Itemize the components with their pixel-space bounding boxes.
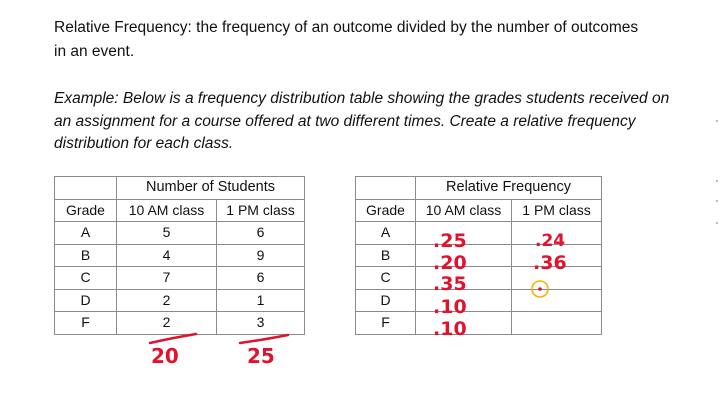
scroll-marker [716,200,718,202]
scroll-marker [716,222,718,224]
table-corner-cell [356,177,416,200]
group-header: Relative Frequency [416,177,602,200]
table-row [356,289,602,312]
column-header: 1 PM class [217,199,305,222]
underline-stroke-1pm [240,335,288,343]
grade-cell: C [55,267,117,290]
underline-stroke-10am [150,334,196,343]
total-1pm: 25 [247,344,275,368]
relative-frequency-cell [512,222,602,245]
grade-cell: F [55,312,117,335]
grade-cell: B [356,244,416,267]
grade-cell: A [356,222,416,245]
count-cell: 2 [117,289,217,312]
relative-frequency-cell [512,312,602,335]
table-row [55,222,305,245]
relative-frequency-10am-f: .10 [433,318,467,340]
count-cell: 7 [117,267,217,290]
table-row [55,267,305,290]
table-group-header-row [55,177,305,200]
count-cell: 2 [117,312,217,335]
grade-cell: F [356,312,416,335]
table-header-row [55,199,305,222]
count-cell: 1 [217,289,305,312]
count-cell: 6 [217,222,305,245]
relative-frequency-cell [512,244,602,267]
table-row [55,312,305,335]
grade-cell: A [55,222,117,245]
grade-cell: C [356,267,416,290]
relative-frequency-cell [416,244,512,267]
table-corner-cell [55,177,117,200]
relative-frequency-cell [416,267,512,290]
column-header: 1 PM class [512,199,602,222]
relative-frequency-10am-d: .10 [433,296,467,318]
grade-cell: B [55,244,117,267]
relative-frequency-cell [512,267,602,290]
table-row [356,244,602,267]
count-cell: 9 [217,244,305,267]
count-cell: 6 [217,267,305,290]
scroll-marker [716,120,718,122]
table-row [356,222,602,245]
table-header-row [356,199,602,222]
number-of-students-table [54,176,305,335]
column-header: 10 AM class [416,199,512,222]
table-row [356,267,602,290]
table-row [55,289,305,312]
definition-text: Relative Frequency: the frequency of an outcome divided by the number of outcomes in an event. [54,19,639,60]
example-text: Example: Below is a frequency distribution table showing the grades students received on an assignment for a course offered at two different times. Create a relative frequency distribution for each class. [54,90,670,152]
grade-cell: D [55,289,117,312]
grade-cell: D [356,289,416,312]
group-header: Number of Students [117,177,305,200]
column-header: 10 AM class [117,199,217,222]
relative-frequency-cell [416,312,512,335]
relative-frequency-cell [416,222,512,245]
relative-frequency-10am-b: .20 [433,252,467,274]
relative-frequency-cell [512,289,602,312]
scroll-marker [716,180,718,182]
count-cell: 3 [217,312,305,335]
total-10am: 20 [151,344,179,368]
relative-frequency-1pm-b: .36 [533,252,567,274]
relative-frequency-10am-c: .35 [433,273,467,295]
table-row [356,312,602,335]
relative-frequency-1pm-a: .24 [535,231,566,251]
relative-frequency-table [355,176,602,335]
count-cell: 5 [117,222,217,245]
column-header: Grade [356,199,416,222]
table-row [55,244,305,267]
column-header: Grade [55,199,117,222]
count-cell: 4 [117,244,217,267]
relative-frequency-cell [416,289,512,312]
relative-frequency-10am-a: .25 [433,230,467,252]
table-group-header-row [356,177,602,200]
